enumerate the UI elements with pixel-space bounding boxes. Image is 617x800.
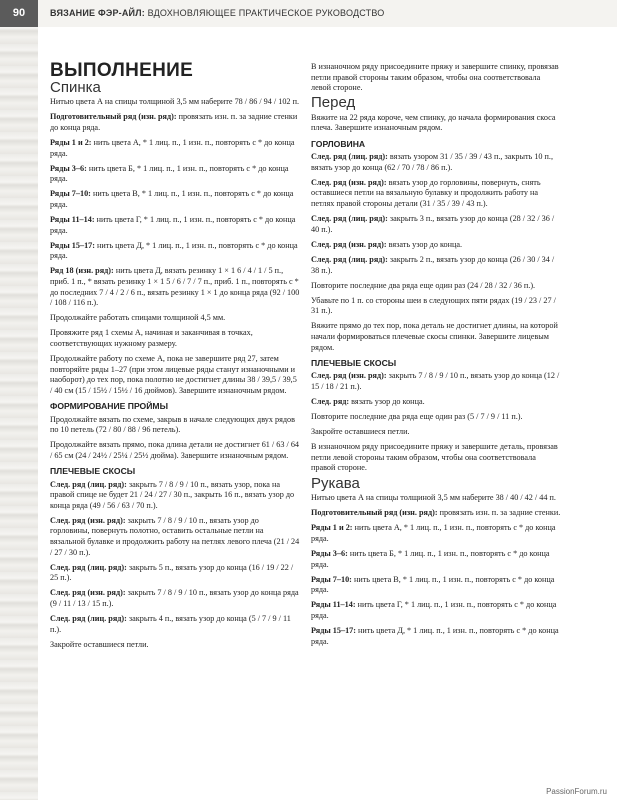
row-label: След. ряд (лиц. ряд): [311,254,388,264]
front-section-title: Перед [311,94,356,112]
row-text: нить цвета А, * 1 лиц. п., 1 изн. п., повторять с * до конца ряда. [311,523,556,543]
rejoin-paragraph: В изнаночном ряду присоедините пряжу и завершите спинку, провязав петли правой стороны таким образом, чтобы она соответствовала левой стороне. [311,62,559,93]
row-label: След. ряд (лиц. ряд): [50,614,127,624]
row-label: Ряд 18 (изн. ряд): [50,266,114,276]
rejoin-paragraph-2: В изнаночном ряду присоедините пряжу и завершите деталь, провязав петли левой стороны таким образом, чтобы она соответствовала правой стороне. [311,442,558,473]
front-bindoff-paragraph: Закройте оставшиеся петли. [311,427,410,437]
row-label: Ряды 1 и 2: [311,523,353,533]
needles-paragraph: Продолжайте работать спицами толщиной 4,5 мм. [50,313,226,323]
wood-texture-strip [0,0,38,800]
back-shoulder-title: ПЛЕЧЕВЫЕ СКОСЫ [50,465,136,476]
back-section-title: Спинка [50,78,101,96]
row-label: Подготовительный ряд (изн. ряд): [311,508,438,518]
row-text: нить цвета Г, * 1 лиц. п., 1 изн. п., повторять с * до конца ряда. [50,215,296,235]
row-label: Подготовительный ряд (изн. ряд): [50,112,177,122]
repeat-paragraph: Повторите последние два ряда еще один раз (24 / 28 / 32 / 36 п.). [311,280,536,290]
row-label: След. ряд (лиц. ряд): [311,214,388,224]
row-text: провязать изн. п. за задние стенки до конца ряда. [50,112,298,132]
row-label: След. ряд (изн. ряд): [311,239,387,249]
row-label: След. ряд (лиц. ряд): [50,562,127,572]
neck-row-2 [311,178,561,210]
row-text: нить цвета Б, * 1 лиц. п., 1 изн. п., повторять с * до конца ряда. [311,548,550,569]
row-label: Ряды 15–17: [50,240,95,250]
row-text: закрыть 3 п., вязать узор до конца (28 / 32 / 36 / 40 п.). [311,214,555,234]
row-text: нить цвета В, * 1 лиц. п., 1 изн. п., повторять с * до конца ряда. [50,189,294,209]
row-text: нить цвета Г, * 1 лиц. п., 1 изн. п., повторять с * до конца ряда. [311,600,557,620]
armhole-paragraph-1: Продолжайте вязать по схеме, закрыв в начале следующих двух рядов по 10 петель (72 / 80 / 88 / 96 петель). [50,414,296,435]
row-label: След. ряд (лиц. ряд): [50,479,127,489]
front-paragraph: Вяжите на 22 ряда короче, чем спинку, до начала формирования скоса плеча. Завершите изнаночным рядом. [311,112,556,133]
neck-title: ГОРЛОВИНА [311,138,366,149]
row-text: закрыть 4 п., вязать узор до конца (5 / 7 / 9 / 11 п.). [50,614,291,634]
row-label: След. ряд (изн. ряд): [50,515,126,525]
back-rows-15-17 [50,241,300,262]
back-row-18 [50,266,300,308]
back-shoulder-row-4 [50,588,300,609]
running-header-bold: ВЯЗАНИЕ ФЭР-АЙЛ: [50,8,145,18]
straight-paragraph: Вяжите прямо до тех пор, пока деталь не достигнет длины, на которой начали формироваться плечевые скосы спинки. Завершите лицевым рядом. [311,321,558,352]
row-text: вязать узор до конца. [386,239,463,249]
row-label: Ряды 3–6: [50,163,87,173]
back-rows-7-10 [50,189,300,210]
row-text: закрыть 7 / 8 / 9 / 10 п., вязать узор до горловины, повернуть полотно, оставить остальные петли на вязальной булавке и продолжить работу на петлях левого плеча (21 / 24 / 27 / 30 п.). [50,515,300,557]
row-label: Ряды 11–14: [311,600,356,610]
back-rows-11-14 [50,215,300,236]
back-intro: Нитью цвета А на спицы толщиной 3,5 мм наберите 78 / 86 / 94 / 102 п. [50,97,299,107]
back-shoulder-row-1 [50,480,300,512]
sleeve-intro: Нитью цвета А на спицы толщиной 3,5 мм наберите 38 / 40 / 42 / 44 п. [311,493,556,503]
neck-row-5 [311,255,561,276]
back-shoulder-row-2 [50,516,300,558]
row-label: Ряды 3–6: [311,548,348,558]
running-header-rest: ВДОХНОВЛЯЮЩЕЕ ПРАКТИЧЕСКОЕ РУКОВОДСТВО [144,8,385,18]
main-title: ВЫПОЛНЕНИЕ [50,60,194,81]
sleeves-section-title: Рукава [311,474,360,492]
sleeve-rows-11-14 [311,600,561,621]
sleeve-rows-15-17 [311,626,561,647]
continue-paragraph: Продолжайте работу по схеме А, пока не завершите ряд 27, затем повторяйте ряды 1–27 (при этом лицевые ряды станут изнаночными и наоборот) до тех пор, пока полотно не достигнет длины 38 / 39,5 / 39,5 / 40 см (15 / 15½ / 15½ / 16 дюймов). Завершите изнаночным рядом. [50,354,297,395]
row-text: нить цвета Б, * 1 лиц. п., 1 изн. п., повторять с * до конца ряда. [50,163,289,184]
sleeve-rows-3-6 [311,549,561,570]
front-shoulder-row-2 [311,397,561,408]
row-text: нить цвета Д, вязать резинку 1 × 1 6 / 4 / 1 / 5 п., приб. 1 п., * вязать резинку 1 × 1 5 / 6 / 7 / 7 п., приб. 1 п., повторять с * до последних 7 / 4 / 2 / 6 п., вязать резинку 1 × 1 до конца ряда (92 / 100 / 108 / 116 п.). [50,266,300,308]
neck-row-3 [311,214,561,235]
chart-paragraph: Провяжите ряд 1 схемы А, начиная и заканчивая в точках, соответствующих нужному размеру. [50,328,253,348]
back-rows-3-6 [50,164,300,185]
watermark: PassionForum.ru [546,787,607,796]
sleeve-prep-row [311,508,561,519]
back-shoulder-row-5 [50,614,300,635]
sleeve-rows-7-10 [311,575,561,596]
back-prep-row [50,112,300,133]
row-label: След. ряд: [311,396,350,406]
row-text: закрыть 5 п., вязать узор до конца (16 / 19 / 22 / 25 п.). [50,562,294,583]
row-text: нить цвета Д, * 1 лиц. п., 1 изн. п., повторять с * до конца ряда. [311,626,559,646]
left-column [50,60,300,655]
row-text: нить цвета А, * 1 лиц. п., 1 изн. п., повторять с * до конца ряда. [50,137,295,158]
row-label: След. ряд (изн. ряд): [311,177,387,187]
row-text: нить цвета В, * 1 лиц. п., 1 изн. п., повторять с * до конца ряда. [311,574,555,595]
row-text: вязать узор до конца. [349,396,425,406]
back-shoulder-row-3 [50,563,300,584]
neck-row-4 [311,240,561,251]
row-text: провязать изн. п. за задние стенки. [437,508,561,518]
row-label: Ряды 7–10: [50,189,91,199]
repeat-paragraph-2: Повторите последние два ряда еще один раз (5 / 7 / 9 / 11 п.). [311,412,523,422]
row-label: След. ряд (изн. ряд): [50,588,126,598]
row-label: Ряды 11–14: [50,215,95,225]
front-shoulder-title: ПЛЕЧЕВЫЕ СКОСЫ [311,357,397,368]
row-text: закрыть 7 / 8 / 9 / 10 п., вязать узор до конца (12 / 15 / 18 / 21 п.). [311,371,560,391]
row-label: След. ряд (изн. ряд): [311,371,387,381]
sleeve-rows-1-2 [311,523,561,544]
row-label: Ряды 15–17: [311,626,356,636]
running-header [50,0,384,27]
row-text: вязать узор до горловины, повернуть, снять оставшиеся петли на вязальную булавку и продолжить работу на петлях правой стороны детали (31 / 35 / 39 / 43 п.). [311,177,541,209]
right-column [311,62,561,652]
neck-row-1 [311,152,561,173]
decrease-paragraph: Убавьте по 1 п. со стороны шеи в следующих пяти рядах (19 / 23 / 27 / 31 п.). [311,295,556,316]
row-text: закрыть 7 / 8 / 9 / 10 п., вязать узор до конца ряда (9 / 11 / 13 / 15 п.). [50,588,299,608]
back-rows-1-2 [50,138,300,159]
row-text: нить цвета Д, * 1 лиц. п., 1 изн. п., повторять с * до конца ряда. [50,240,298,261]
row-text: вязать узором 31 / 35 / 39 / 43 п., закрыть 10 п., вязать узор до конца (62 / 70 / 78 / 86 п.). [311,152,554,172]
armhole-paragraph-2: Продолжайте вязать прямо, пока длина детали не достигнет 61 / 63 / 64 / 65 см (24 / 24½ / 25¼ / 25½ дюйма). Завершите изнаночным рядом. [50,440,300,460]
row-text: закрыть 2 п., вязать узор до конца (26 / 30 / 34 / 38 п.). [311,254,555,275]
row-label: Ряды 1 и 2: [50,137,92,147]
row-label: Ряды 7–10: [311,574,352,584]
armhole-title: ФОРМИРОВАНИЕ ПРОЙМЫ [50,400,168,411]
bindoff-paragraph: Закройте оставшиеся петли. [50,639,149,649]
row-text: закрыть 7 / 8 / 9 / 10 п., вязать узор, пока на правой спице не будет 21 / 24 / 27 / 30 п., закрыть 16 п., вязать узор до конца ряда (49 / 56 / 63 / 70 п.). [50,479,295,510]
page-number: 90 [0,0,38,27]
front-shoulder-row-1 [311,371,561,392]
row-label: След. ряд (лиц. ряд): [311,152,388,162]
